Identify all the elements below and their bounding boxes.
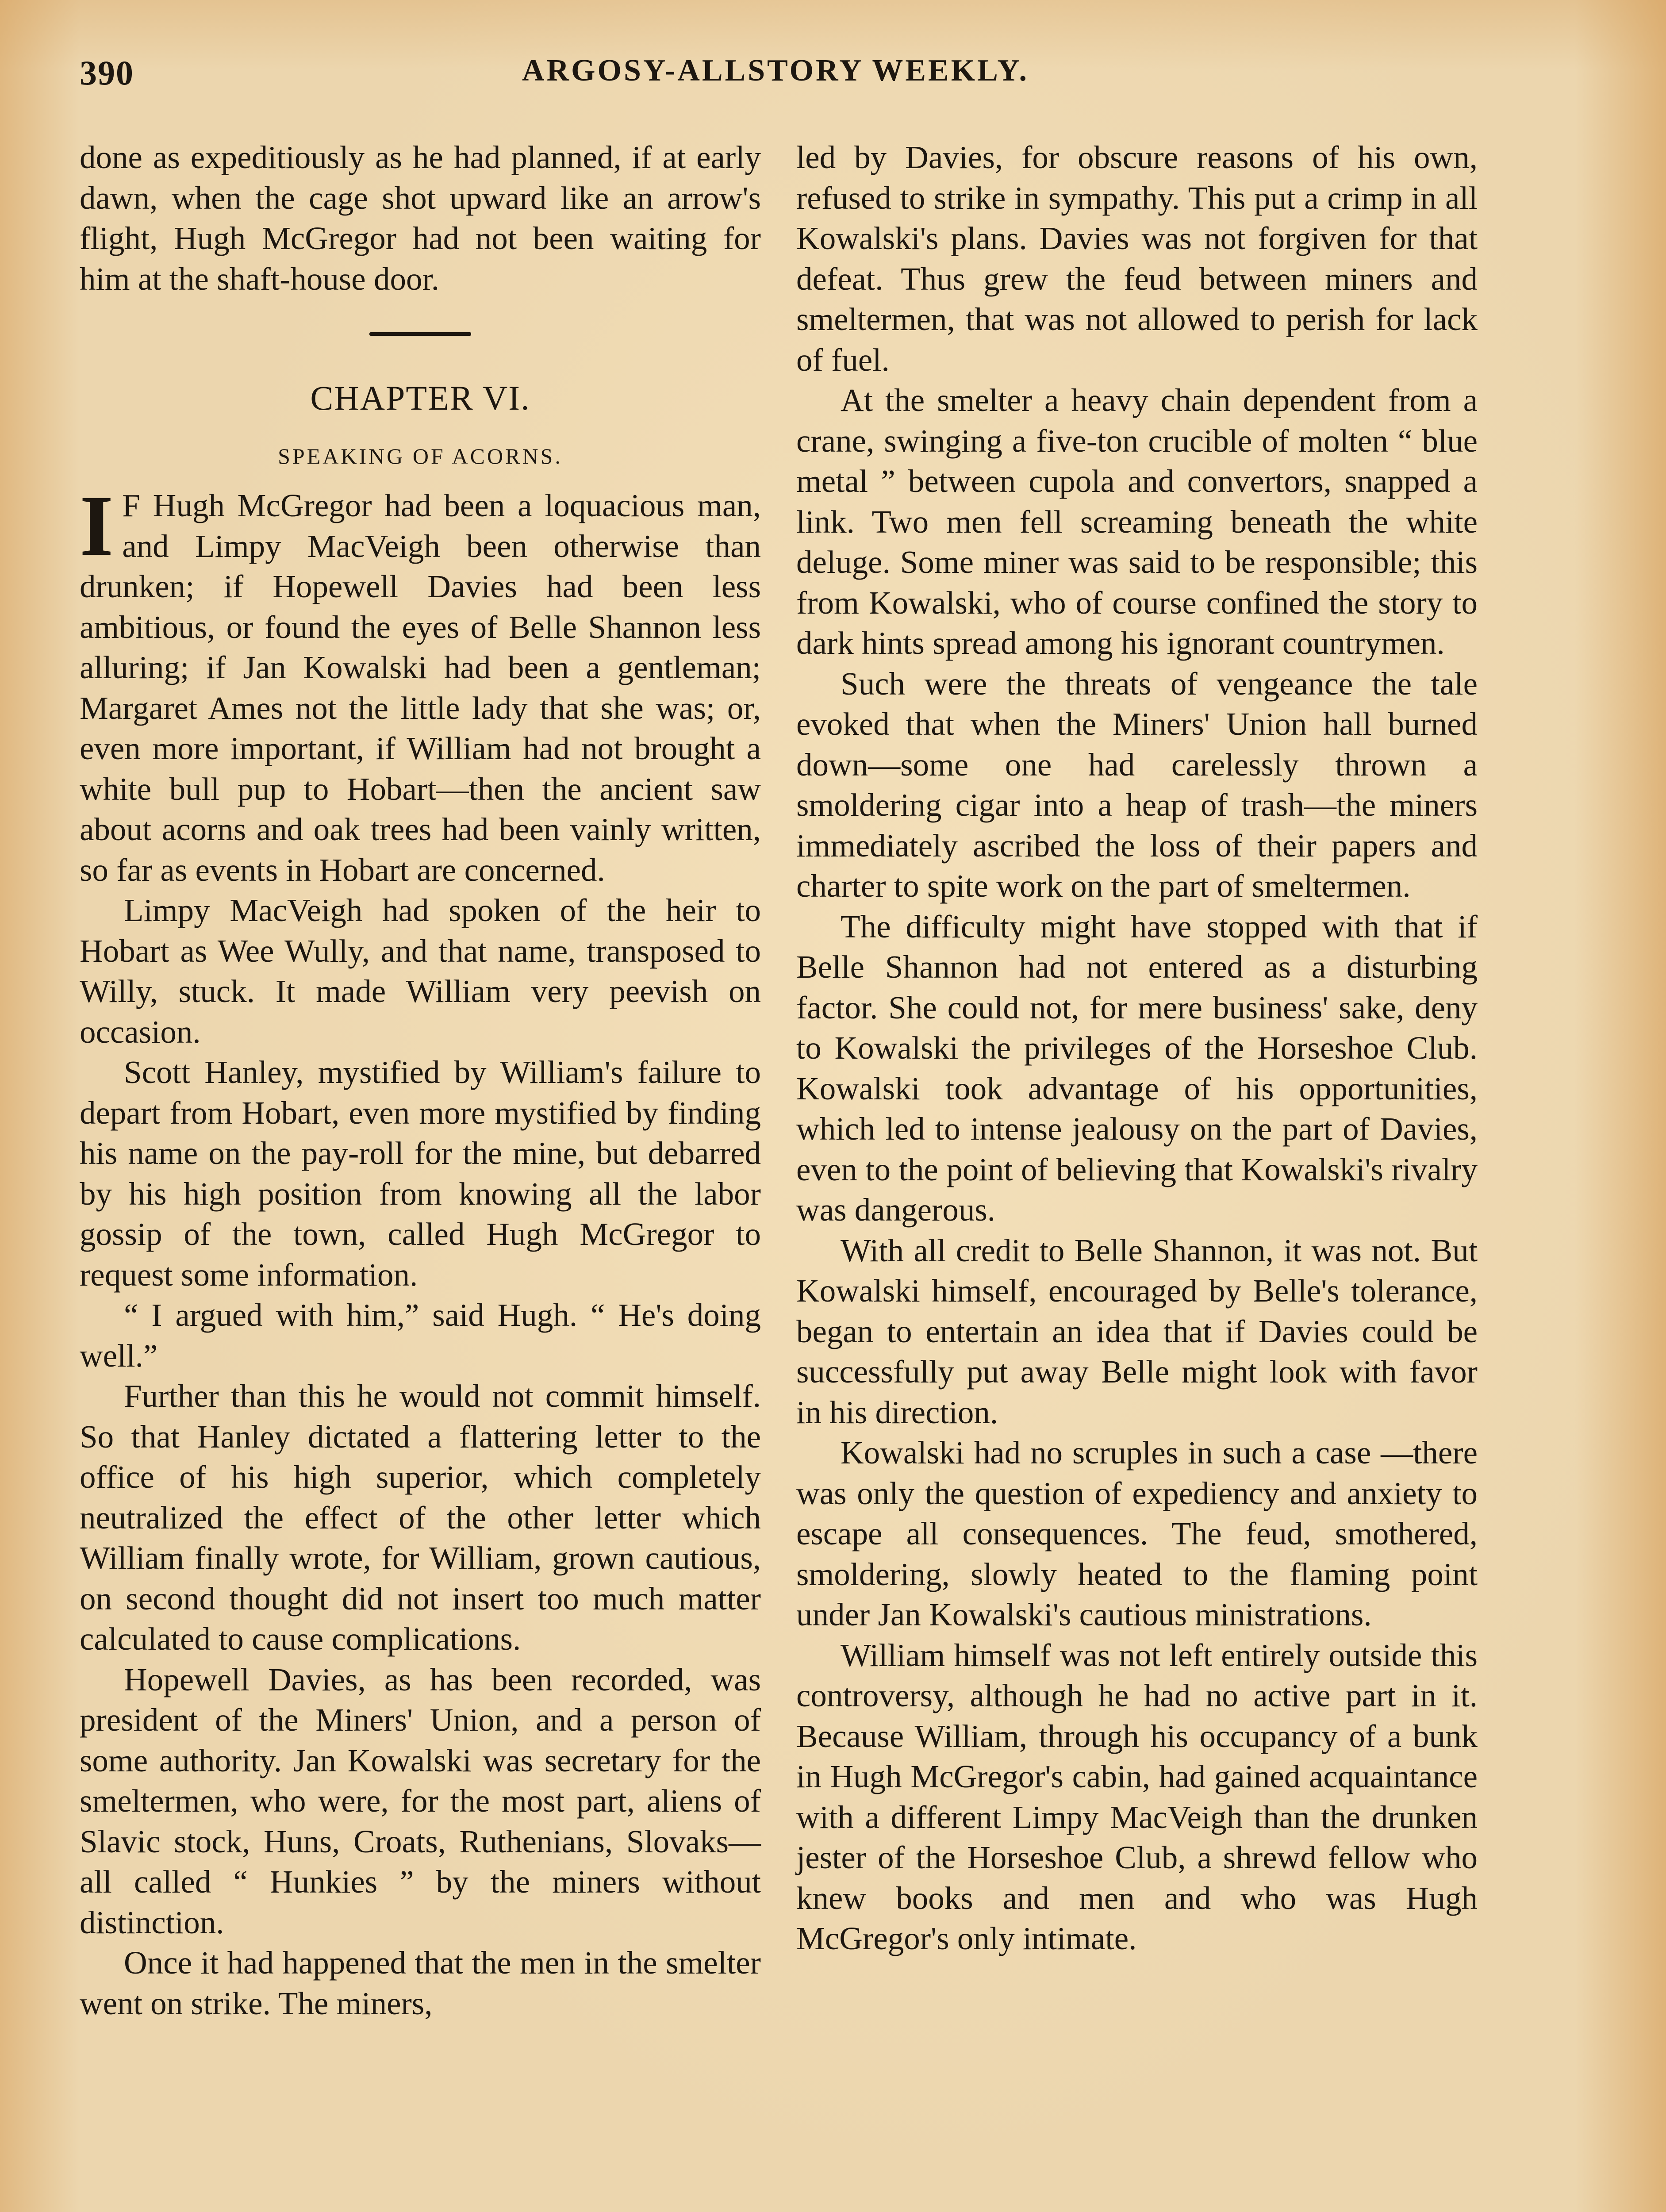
- left-column: [80, 137, 761, 2024]
- paragraph: Such were the threats of vengeance the tale evoked that when the Miners' Union hall burned down—some one had carelessly thrown a smoldering cigar into a heap of trash—the miners immediately ascribed the loss of their papers and charter to spite work on the part of smeltermen.: [796, 665, 1478, 904]
- paragraph: At the smelter a heavy chain dependent from a crane, swinging a five-ton crucible of molten “ blue metal ” between cupola and convertors, snapped a link. Two men fell screaming beneath the white deluge. Some miner was said to be responsible; this from Kowalski, who of course confined the story to dark hints spread among his ignorant countrymen.: [796, 382, 1478, 661]
- running-title: ARGOSY-ALLSTORY WEEKLY.: [522, 54, 1029, 88]
- paragraph: Limpy MacVeigh had spoken of the heir to Hobart as Wee Wully, and that name, transposed to Willy, stuck. It made William very peevish on occasion.: [80, 892, 761, 1050]
- paragraph-text: F Hugh McGregor had been a loquacious man, and Limpy MacVeigh been otherwise than drunken; if Hopewell Davies had been less ambitious, or found the eyes of Belle Shannon less alluring; if Jan Kowalski had been a gentleman; Margaret Ames not the little lady that she was; or, even more important, if William had not brought a white bull pup to Hobart—then the ancient saw about acorns and oak trees had been vainly written, so far as events in Hobart are concerned.: [80, 488, 761, 888]
- page-header: [80, 53, 1471, 102]
- chapter-title: CHAPTER VI.: [310, 379, 530, 417]
- paragraph: Once it had happened that the men in the smelter went on strike. The miners,: [80, 1945, 761, 2021]
- paragraph: William himself was not left entirely outside this controversy, although he had no active part in it. Because William, through his occupancy of a bunk in Hugh McGregor's cabin, had gained acquaintance with a different Limpy MacVeigh than the drunken jester of the Horseshoe Club, a shrewd fellow who knew books and men and who was Hugh McGregor's only intimate.: [796, 1637, 1478, 1956]
- paragraph: Kowalski had no scruples in such a case —there was only the question of expediency and anxiety to escape all consequences. The feud, smothered, smoldering, slowly heated to the flaming point under Jan Kowalski's cautious ministrations.: [796, 1435, 1478, 1632]
- paragraph: With all credit to Belle Shannon, it was not. But Kowalski himself, encouraged by Belle's tolerance, began to entertain an idea that if Davies could be successfully put away Belle might look with favor in his direction.: [796, 1232, 1478, 1430]
- paragraph: Further than this he would not commit himself. So that Hanley dictated a flattering letter to the office of his high superior, which completely neutralized the effect of the other letter which William finally wrote, for William, grown cautious, on second thought did not insert too much matter calculated to cause complications.: [80, 1378, 761, 1657]
- right-column: [796, 137, 1478, 1959]
- paragraph: The difficulty might have stopped with that if Belle Shannon had not entered as a disturbing factor. She could not, for mere business' sake, deny to Kowalski the privileges of the Horseshoe Club. Kowalski took advantage of his opportunities, which led to intense jealousy on the part of Davies, even to the point of believing that Kowalski's rivalry was dangerous.: [796, 908, 1478, 1228]
- section-divider: [369, 332, 471, 336]
- paragraph: “ I argued with him,” said Hugh. “ He's doing well.”: [80, 1297, 761, 1374]
- drop-cap: I: [80, 478, 114, 574]
- chapter-first-paragraph: [80, 478, 761, 890]
- opening-paragraph: done as expeditiously as he had planned, if at early dawn, when the cage shot upward like an arrow's flight, Hugh McGregor had not been waiting for him at the shaft-house door.: [80, 139, 761, 297]
- page-number: 390: [80, 54, 134, 92]
- paragraph: led by Davies, for obscure reasons of his own, refused to strike in sympathy. This put a crimp in all Kowalski's plans. Davies was not forgiven for that defeat. Thus grew the feud between miners and smeltermen, that was not allowed to perish for lack of fuel.: [796, 139, 1478, 378]
- paragraph: Hopewell Davies, as has been recorded, was president of the Miners' Union, and a person of some authority. Jan Kowalski was secretary for the smeltermen, who were, for the most part, aliens of Slavic stock, Huns, Croats, Ruthenians, Slovaks—all called “ Hunkies ” by the miners without distinction.: [80, 1661, 761, 1940]
- paragraph: Scott Hanley, mystified by William's failure to depart from Hobart, even more mystified by finding his name on the pay-roll for the mine, but debarred by his high position from knowing all the labor gossip of the town, called Hugh McGregor to request some information.: [80, 1054, 761, 1293]
- chapter-subtitle: SPEAKING OF ACORNS.: [278, 443, 563, 469]
